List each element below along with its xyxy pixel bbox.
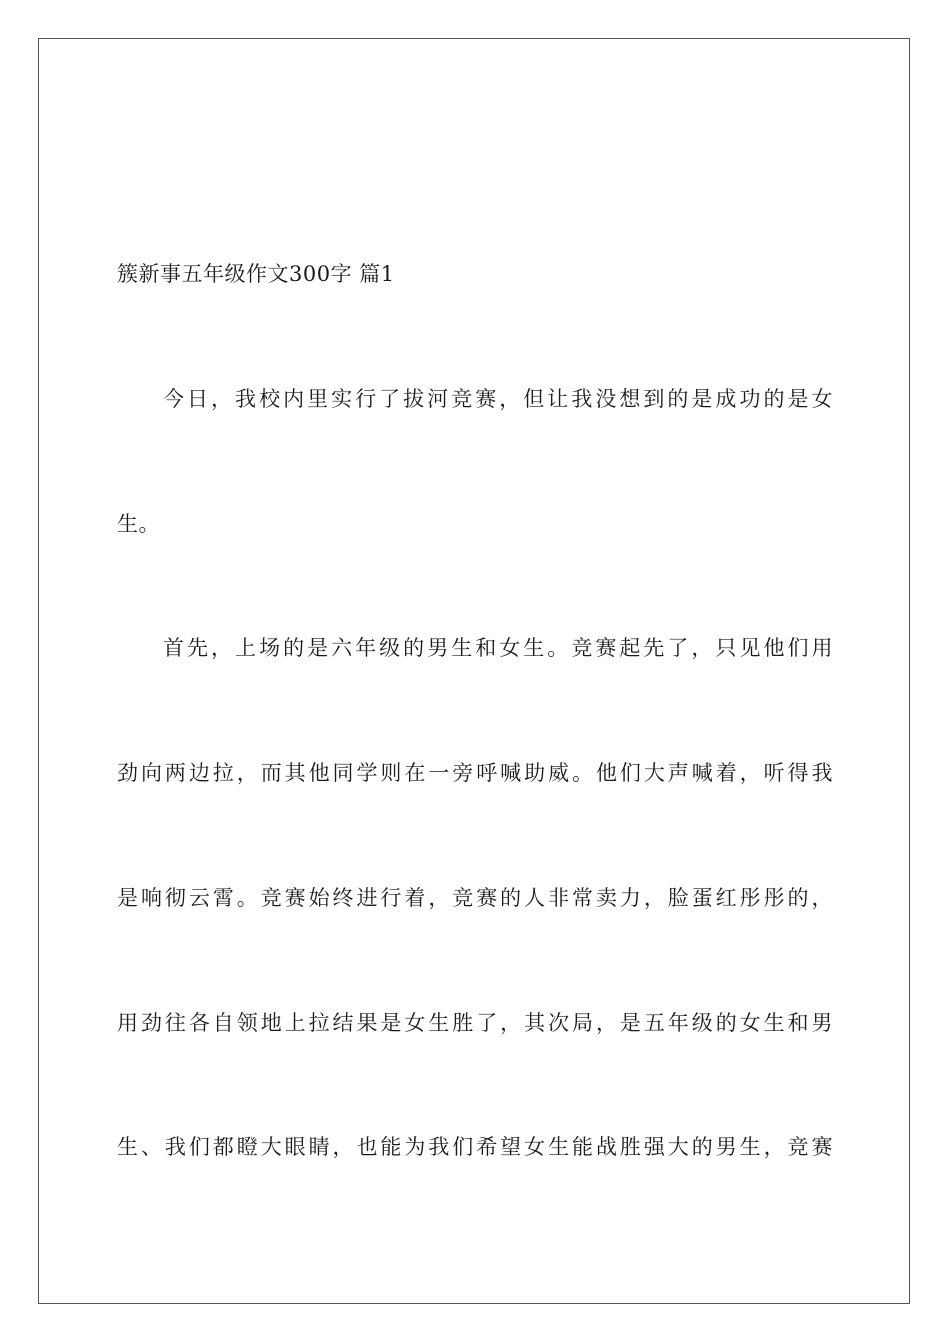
paragraph-line: 生。	[117, 512, 160, 536]
page-frame	[38, 38, 910, 1304]
paragraph-line: 生、我们都瞪大眼睛，也能为我们希望女生能战胜强大的男生，竞赛	[117, 1135, 833, 1159]
paragraph-line: 首先，上场的是六年级的男生和女生。竞赛起先了，只见他们用	[163, 636, 833, 660]
paragraph-line: 是响彻云霄。竞赛始终进行着，竞赛的人非常卖力，脸蛋红彤彤的，	[117, 886, 833, 910]
paragraph-line: 用劲往各自领地上拉结果是女生胜了，其次局，是五年级的女生和男	[117, 1011, 833, 1035]
paragraph-line: 今日，我校内里实行了拔河竞赛，但让我没想到的是成功的是女	[163, 387, 833, 411]
document-title: 簇新事五年级作文300字 篇1	[117, 262, 395, 286]
paragraph-line: 劲向两边拉，而其他同学则在一旁呼喊助威。他们大声喊着，听得我	[117, 761, 833, 785]
